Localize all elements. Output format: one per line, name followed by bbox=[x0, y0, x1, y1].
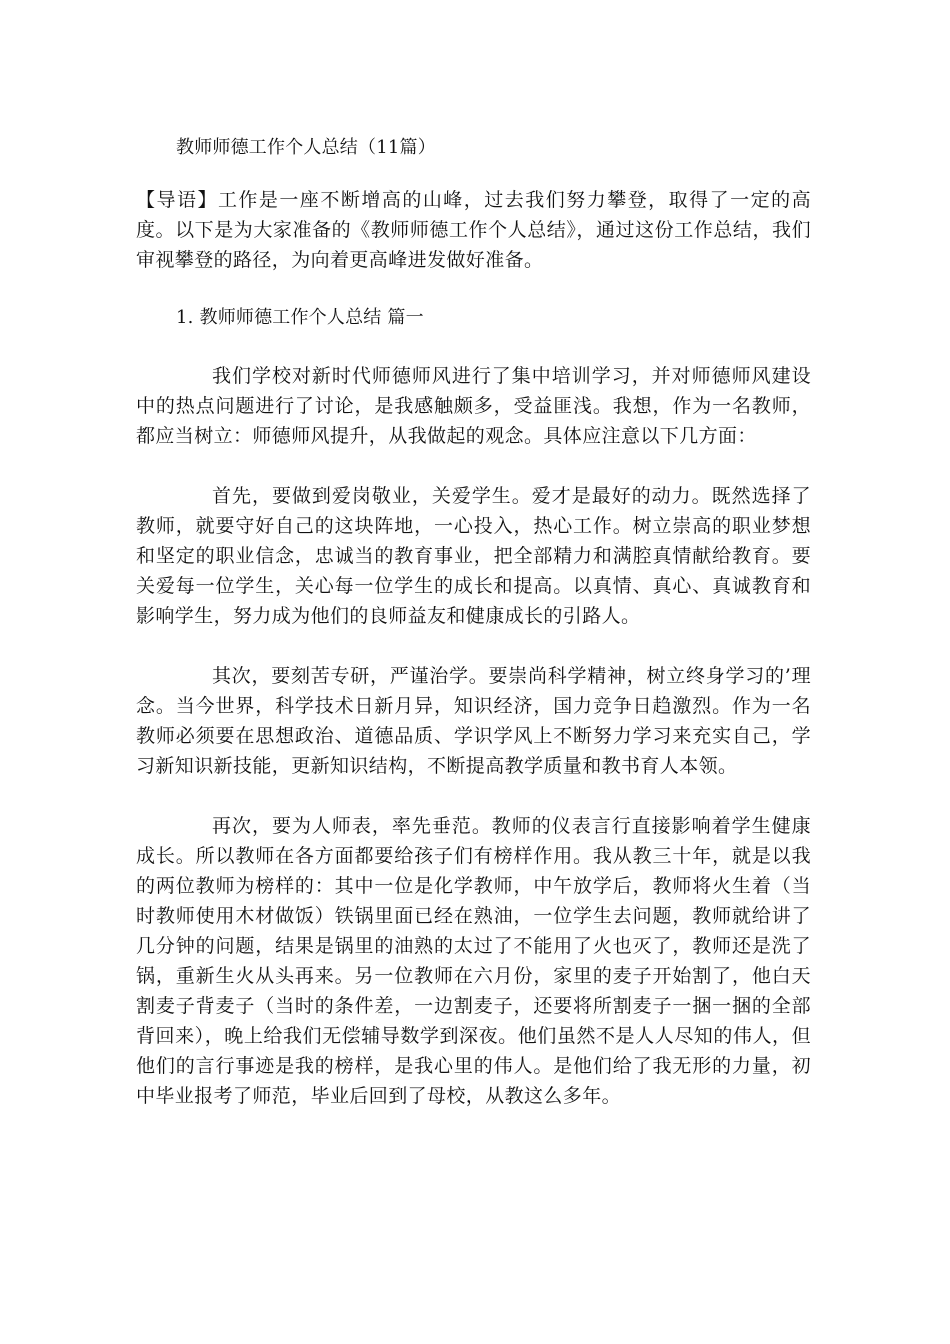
body-paragraph-4: 再次，要为人师表，率先垂范。教师的仪表言行直接影响着学生健康成长。所以教师在各方面都要给孩子们有榜样作用。我从教三十年，就是以我的两位教师为榜样的：其中一位是化学教师，中午放学后，教师将火生着（当时教师使用木材做饭）铁锅里面已经在熟油，一位学生去问题，教师就给讲了几分钟的问题，结果是锅里的油熟的太过了不能用了火也灭了，教师还是洗了锅，重新生火从头再来。另一位教师在六月份，家里的麦子开始割了，他白天割麦子背麦子（当时的条件差，一边割麦子，还要将所割麦子一捆一捆的全部背回来），晚上给我们无偿辅导数学到深夜。他们虽然不是人人尽知的伟人，但他们的言行事迹是我的榜样，是我心里的伟人。是他们给了我无形的力量，初中毕业报考了师范，毕业后回到了母校，从教这么多年。 bbox=[136, 815, 811, 1107]
section-title: 1. 教师师德工作个人总结 篇一 bbox=[176, 307, 424, 328]
body-paragraph-3: 其次，要刻苦专研，严谨治学。要崇尚科学精神，树立终身学习的’理念。当今世界，科学技术日新月异，知识经济，国力竞争日趋激烈。作为一名教师必须要在思想政治、道德品质、学识学风上不断努力学习来充实自己，学习新知识新技能，更新知识结构，不断提高教学质量和教书育人本领。 bbox=[136, 665, 811, 777]
intro-paragraph bbox=[136, 185, 811, 275]
document-body bbox=[136, 135, 811, 1111]
intro-text: 【导语】工作是一座不断增高的山峰，过去我们努力攀登，取得了一定的高度。以下是为大家准备的《教师师德工作个人总结》，通过这份工作总结，我们审视攀登的路径，为向着更高峰进发做好准备。 bbox=[136, 189, 811, 271]
document-title: 教师师德工作个人总结（11篇） bbox=[176, 137, 436, 158]
body-paragraph-2: 首先，要做到爱岗敬业，关爱学生。爱才是最好的动力。既然选择了教师，就要守好自己的这块阵地，一心投入，热心工作。树立崇高的职业梦想和坚定的职业信念，忠诚当的教育事业，把全部精力和满腔真情献给教育。要关爱每一位学生，关心每一位学生的成长和提高。以真情、真心、真诚教育和影响学生，努力成为他们的良师益友和健康成长的引路人。 bbox=[136, 485, 811, 627]
body-paragraph-1: 我们学校对新时代师德师风进行了集中培训学习，并对师德师风建设中的热点问题进行了讨论，是我感触颇多，受益匪浅。我想，作为一名教师，都应当树立：师德师风提升，从我做起的观念。具体应注意以下几方面： bbox=[136, 365, 811, 447]
